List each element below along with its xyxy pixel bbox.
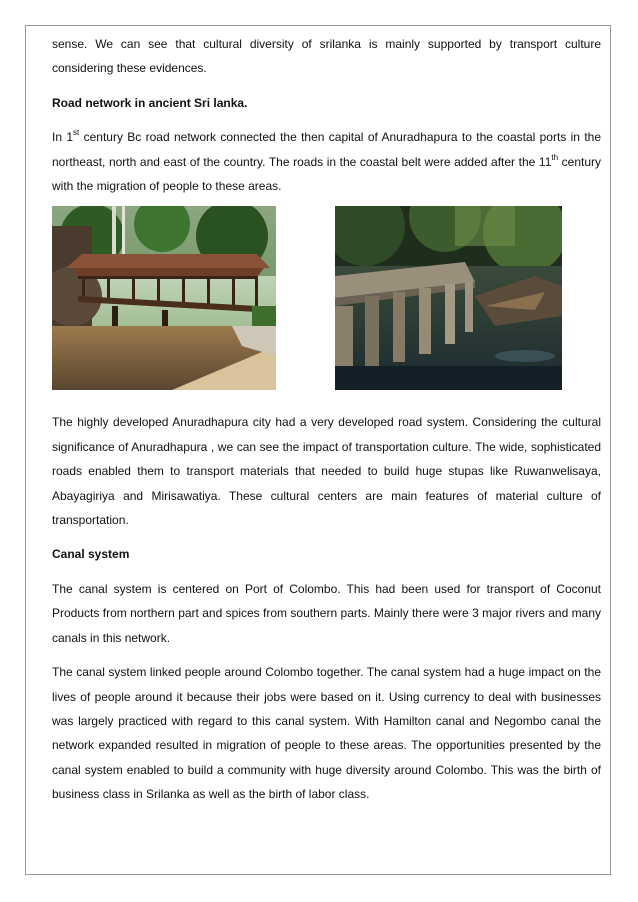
paragraph-intro: sense. We can see that cultural diversity of srilanka is mainly supported by transport culture considering these evidences. [52, 37, 601, 76]
paragraph-canal-impact: The canal system linked people around Colombo together. The canal system had a huge impact on the lives of people around it because their jobs were based on it. Using currency to deal with businesses was largely practiced with regard to this canal system. With Hamilton canal and Negombo canal the network expanded resulted in migration of people to these areas. The opportunities presented by the canal system enabled to build a community with huge diversity around Colombo. This was the birth of business class in Srilanka as well as the birth of labor class. [52, 665, 601, 802]
paragraph-road-history: In 1st century Bc road network connected the then capital of Anuradhapura to the coastal ports in the northeast, north and east of the country. The roads in the coastal belt were added after the 11th century with the migration of people to these areas. [52, 128, 602, 194]
paragraph-anuradhapura: The highly developed Anuradhapura city had a very developed road system. Considering the cultural significance of Anuradhapura , we can see the impact of transportation culture. The wide, sophisticated roads enabled them to transport materials that needed to build huge stupas like Ruwanwelisaya, Abayagiriya and Mirisawatiya. These cultural centers are main features of material culture of transportation. [52, 415, 601, 528]
heading-canal-system: Canal system [52, 547, 130, 562]
paragraph-canal-colombo: The canal system is centered on Port of Colombo. This had been used for transport of Coconut Products from northern part and spices from southern parts. Mainly there were 3 major rivers and many canals in this network. [52, 581, 601, 645]
photo-row [52, 206, 601, 406]
heading-road-network: Road network in ancient Sri lanka. [52, 95, 248, 110]
stone-bridge-ruins-photo [335, 206, 562, 390]
covered-bridge-photo [52, 206, 276, 390]
document-body [52, 32, 601, 807]
